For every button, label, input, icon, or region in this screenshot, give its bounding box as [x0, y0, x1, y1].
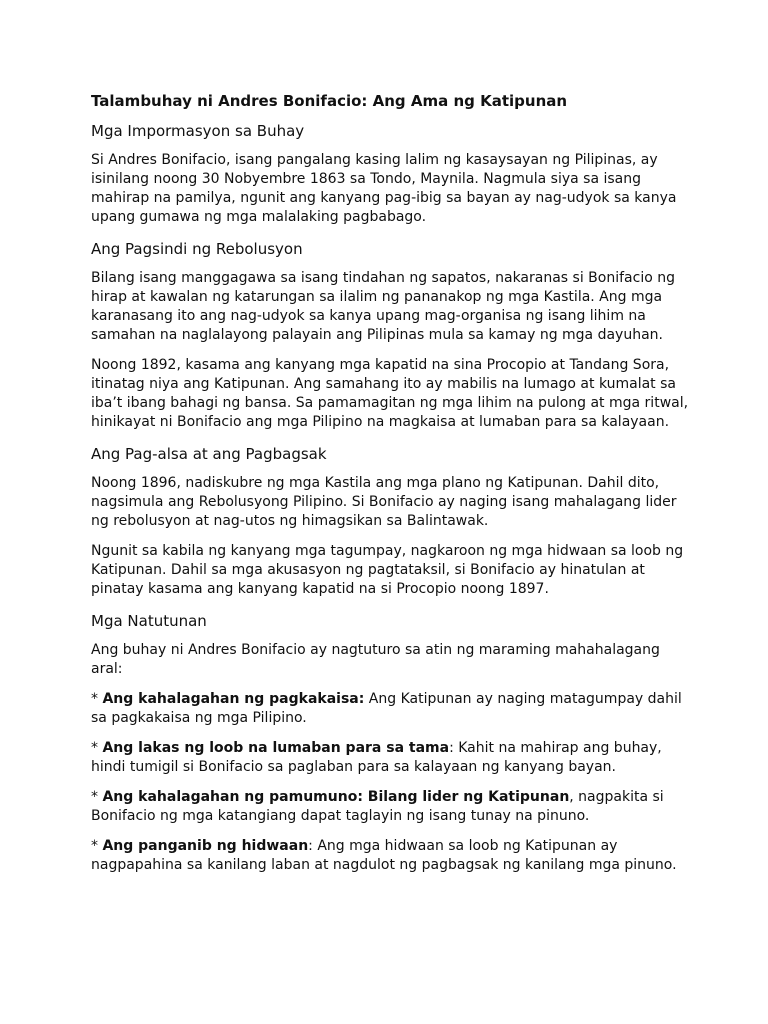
section-heading-impormasyon: Mga Impormasyon sa Buhay — [91, 122, 305, 140]
paragraph: Si Andres Bonifacio, isang pangalang kasing lalim ng kasaysayan ng Pilipinas, ay isinilang noong 30 Nobyembre 1863 sa Tondo, Maynila. Nagmula siya sa isang mahirap na pamilya, ngunit ang kanyang pag-ibig sa bayan ay nag-udyok sa kanya upang gumawa ng mga malalaking pagbabago. — [91, 152, 677, 225]
lesson-term: Ang panganib ng hidwaan — [102, 838, 309, 854]
lesson-item — [91, 739, 691, 777]
paragraph: Ngunit sa kabila ng kanyang mga tagumpay, nagkaroon ng mga hidwaan sa loob ng Katipunan. Dahil sa mga akusasyon ng pagtataksil, si Bonifacio ay hinatulan at pinatay kasama ang kanyang kapatid na si Procopio noong 1897. — [91, 543, 684, 597]
lesson-text: Ang Katipunan ay naging matagumpay dahil sa pagkakaisa ng mga Pilipino. — [91, 691, 682, 726]
section-heading-natutunan: Mga Natutunan — [91, 612, 207, 630]
document-page — [91, 90, 691, 886]
section-heading-pagsindi: Ang Pagsindi ng Rebolusyon — [91, 240, 303, 258]
bullet-marker: * — [91, 691, 103, 707]
paragraph: Bilang isang manggagawa sa isang tindahan ng sapatos, nakaranas si Bonifacio ng hirap at kawalan ng katarungan sa ilalim ng pananakop ng mga Kastila. Ang mga karanasang ito ang nag-udyok sa kanya upang mag-organisa ng isang lihim na samahan na naglalayong palayain ang Pilipinas mula sa kamay ng mga dayuhan. — [91, 270, 675, 343]
bullet-marker: * — [91, 838, 103, 854]
lesson-term: Ang lakas ng loob na lumaban para sa tama — [102, 740, 450, 756]
document-title: Talambuhay ni Andres Bonifacio: Ang Ama ng Katipunan — [91, 92, 568, 110]
lesson-term: Ang kahalagahan ng pamumuno: Bilang lider ng Katipunan — [102, 789, 570, 805]
lesson-term: Ang kahalagahan ng pagkakaisa: — [102, 691, 365, 707]
lesson-text: : Ang mga hidwaan sa loob ng Katipunan ay nagpapahina sa kanilang laban at nagdulot ng pagbagsak ng kanilang mga pinuno. — [91, 838, 677, 873]
lesson-text: , nagpakita si Bonifacio ng mga katangiang dapat taglayin ng isang tunay na pinuno. — [91, 789, 664, 824]
bullet-marker: * — [91, 789, 103, 805]
section-heading-pag-alsa: Ang Pag-alsa at ang Pagbagsak — [91, 445, 327, 463]
paragraph: Ang buhay ni Andres Bonifacio ay nagtuturo sa atin ng maraming mahahalagang aral: — [91, 642, 660, 677]
lesson-item — [91, 837, 691, 875]
lesson-item — [91, 690, 691, 728]
lesson-text: : Kahit na mahirap ang buhay, hindi tumigil si Bonifacio sa paglaban para sa kalayaan ng kanyang bayan. — [91, 740, 662, 775]
paragraph: Noong 1892, kasama ang kanyang mga kapatid na sina Procopio at Tandang Sora, itinatag niya ang Katipunan. Ang samahang ito ay mabilis na lumago at kumalat sa iba’t ibang bahagi ng bansa. Sa pamamagitan ng mga lihim na pulong at mga ritwal, hinikayat ni Bonifacio ang mga Pilipino na magkaisa at lumaban para sa kalayaan. — [91, 357, 689, 430]
lesson-item — [91, 788, 691, 826]
paragraph: Noong 1896, nadiskubre ng mga Kastila ang mga plano ng Katipunan. Dahil dito, nagsimula ang Rebolusyong Pilipino. Si Bonifacio ay naging isang mahalagang lider ng rebolusyon at nag-utos ng himagsikan sa Balintawak. — [91, 475, 677, 529]
bullet-marker: * — [91, 740, 103, 756]
